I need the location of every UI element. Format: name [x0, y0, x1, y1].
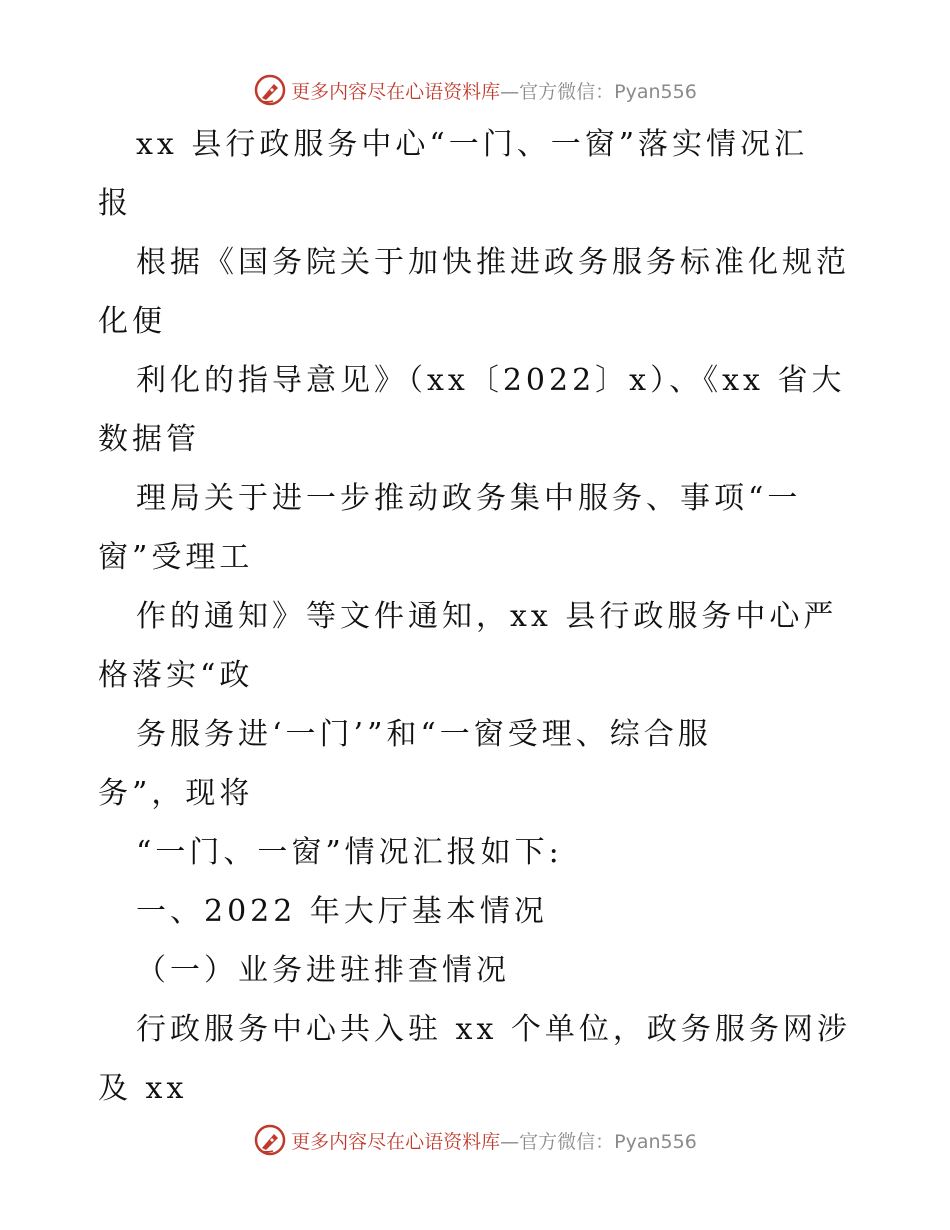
- paragraph-line: 及 xx: [98, 1071, 188, 1106]
- watermark-main: 更多内容尽在心语资料库: [291, 1130, 501, 1153]
- paragraph-line: “一门、一窗”情况汇报如下:: [136, 835, 563, 870]
- paragraph-line: 化便: [98, 304, 166, 339]
- section-heading: 一、2022 年大厅基本情况: [136, 894, 548, 929]
- watermark-rest: —官方微信：Pyan556: [500, 1130, 697, 1153]
- paragraph-line: 窗”受理工: [98, 540, 254, 575]
- paragraph-line: 理局关于进一步推动政务集中服务、事项“一: [136, 481, 802, 516]
- watermark-text: [291, 1127, 697, 1154]
- watermark-footer: [0, 1120, 950, 1160]
- paragraph-line: 务服务进‘一门’”和“一窗受理、综合服: [136, 717, 712, 752]
- paragraph-line: 务”，现将: [98, 776, 254, 811]
- paragraph-line: 数据管: [98, 422, 200, 457]
- paragraph-line: 根据《国务院关于加快推进政务服务标准化规范: [136, 245, 850, 280]
- title-line-2: 报: [98, 186, 132, 221]
- paragraph-line: 利化的指导意见》（xx〔2022〕x）、《xx 省大: [136, 363, 846, 398]
- paragraph-line: 行政服务中心共入驻 xx 个单位，政务服务网涉: [136, 1012, 851, 1047]
- paragraph-line: 格落实“政: [98, 658, 254, 693]
- title-line-1: xx 县行政服务中心“一门、一窗”落实情况汇: [136, 127, 809, 162]
- watermark-main: 更多内容尽在心语资料库: [291, 80, 501, 103]
- paragraph-line: 作的通知》等文件通知，xx 县行政服务中心严: [136, 599, 838, 634]
- pen-nib-circle-icon: [253, 1123, 287, 1157]
- watermark-rest: —官方微信：Pyan556: [500, 80, 697, 103]
- subsection-heading: （一）业务进驻排查情况: [136, 953, 510, 988]
